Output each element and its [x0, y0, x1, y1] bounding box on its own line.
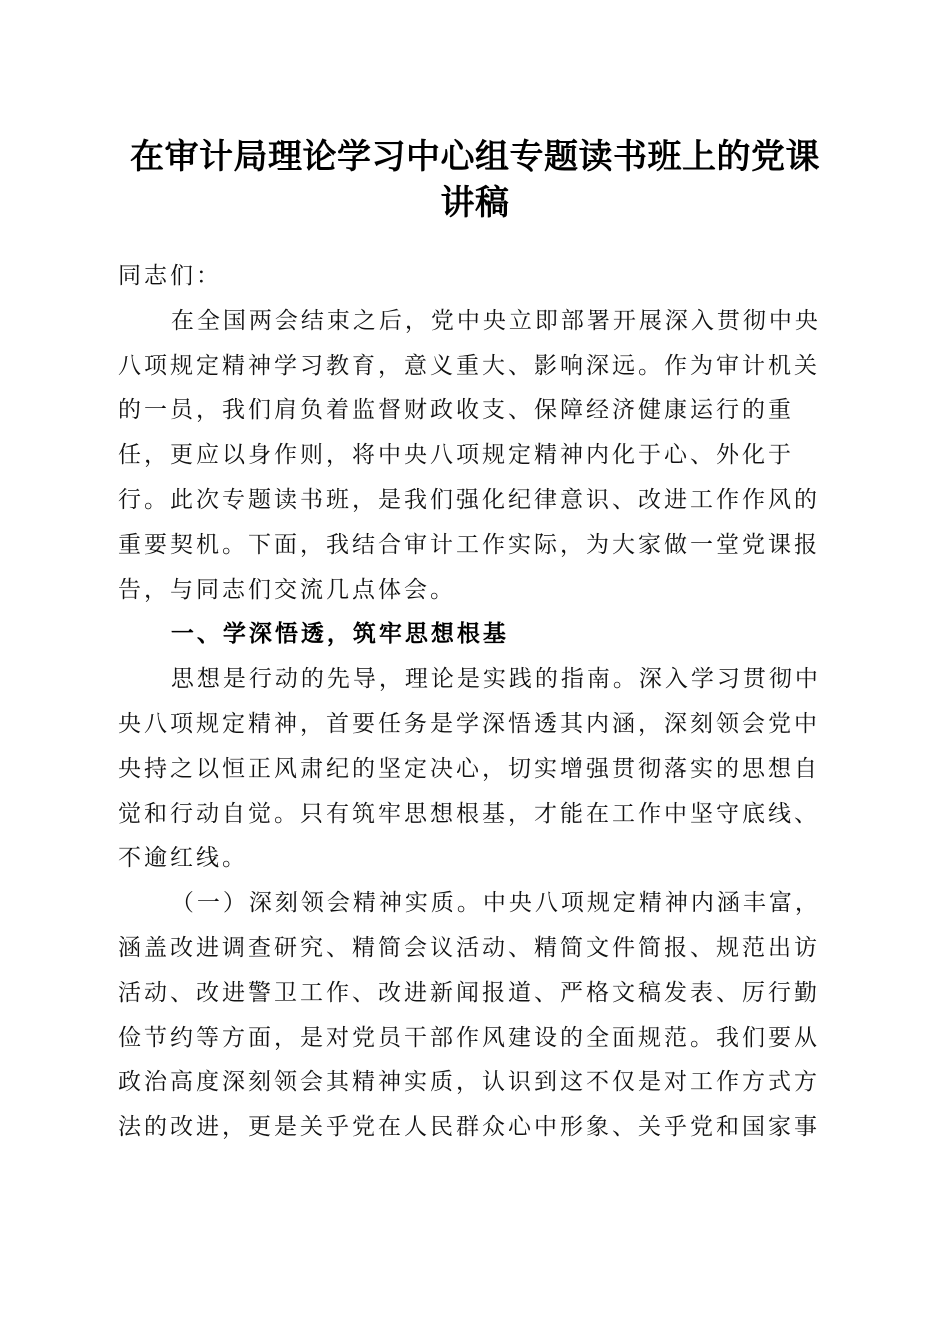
subsection-1-heading: （一）深刻领会精神实质。 — [170, 890, 483, 917]
salutation: 同志们： — [118, 263, 222, 289]
title-line-2: 讲稿 — [440, 183, 510, 223]
subsection-1-paragraph — [118, 881, 832, 1150]
section-1-paragraph: 思想是行动的先导，理论是实践的指南。深入学习贯彻中央八项规定精神，首要任务是学深悟透其内涵，深刻领会党中央持之以恒正风肃纪的坚定决心，切实增强贯彻落实的思想自觉和行动自觉。只有筑牢思想根基，才能在工作中坚守底线、不逾红线。 — [118, 666, 821, 872]
intro-paragraph: 在全国两会结束之后，党中央立即部署开展深入贯彻中央八项规定精神学习教育，意义重大、影响深远。作为审计机关的一员，我们肩负着监督财政收支、保障经济健康运行的重任，更应以身作则，将中央八项规定精神内化于心、外化于行。此次专题读书班，是我们强化纪律意识、改进工作作风的重要契机。下面，我结合审计工作实际，为大家做一堂党课报告，与同志们交流几点体会。 — [118, 307, 821, 603]
subsection-1-text: 中央八项规定精神内涵丰富，涵盖改进调查研究、精简会议活动、精简文件简报、规范出访活动、改进警卫工作、改进新闻报道、严格文稿发表、厉行勤俭节约等方面，是对党员干部作风建设的全面规范。我们要从政治高度深刻领会其精神实质，认识到这不仅是对工作方式方法的改进，更是关乎党在人民群众心中形象、关乎党和国家事 — [118, 890, 821, 1141]
title-line-1: 在审计局理论学习中心组专题读书班上的党课 — [130, 137, 820, 177]
document-body — [118, 254, 832, 1150]
section-1-heading: 一、学深悟透，筑牢思想根基 — [170, 621, 509, 648]
document-title — [100, 134, 850, 226]
